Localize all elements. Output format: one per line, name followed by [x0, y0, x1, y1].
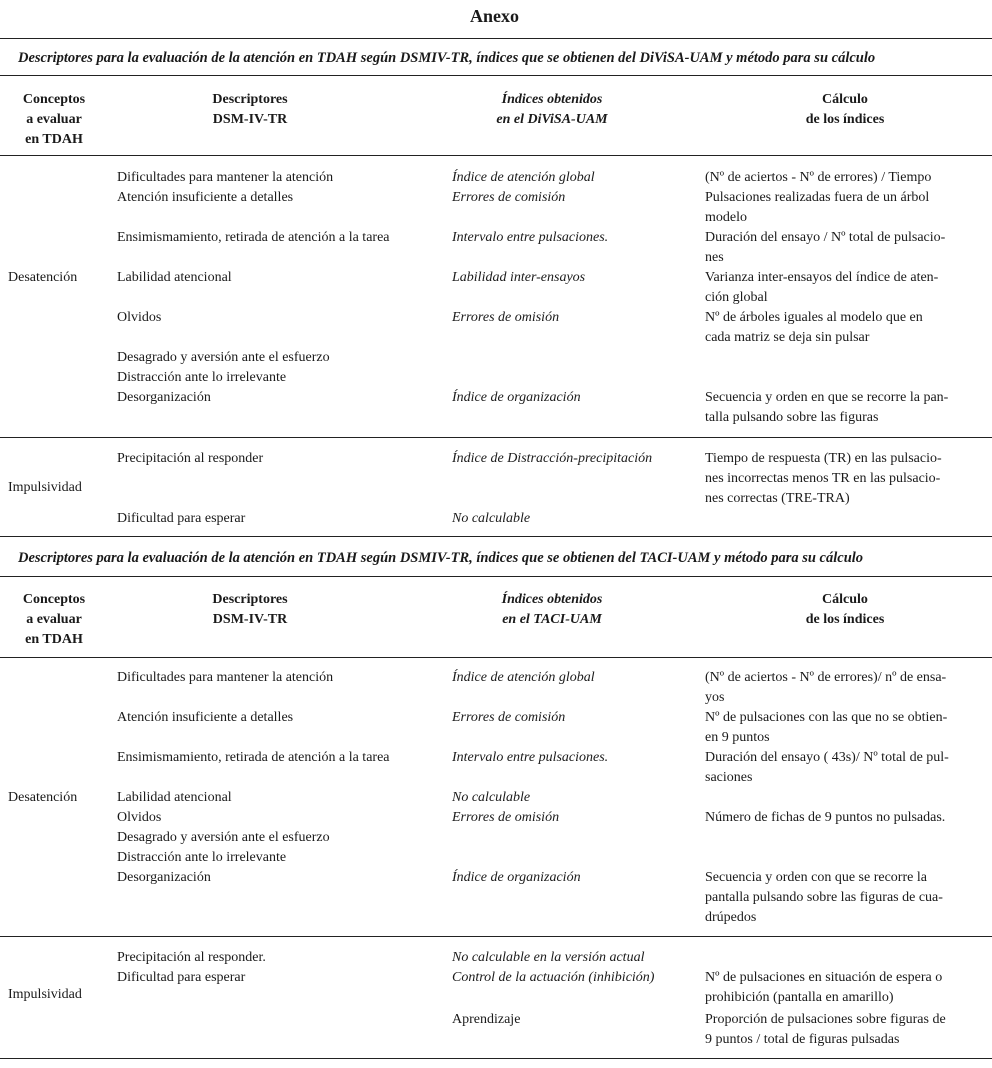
index-cell: No calculable — [452, 511, 531, 526]
index-cell: Errores de omisión — [452, 810, 560, 825]
index-cell: Intervalo entre pulsaciones. — [452, 230, 609, 245]
rule — [0, 657, 992, 658]
rule — [0, 536, 992, 537]
concept-label: Impulsividad — [8, 480, 82, 495]
table2-caption: Descriptores para la evaluación de la atención en TDAH según DSMIV-TR, índices que se obtienen del TACI-UAM y método para su cálculo — [18, 550, 864, 566]
index-cell: Labilidad inter-ensayos — [452, 270, 586, 285]
calc-cell: Nº de pulsaciones en situación de espera o prohibición (pantalla en amarillo) — [705, 970, 943, 1005]
index-cell: Errores de comisión — [452, 190, 566, 205]
index-cell: Índice de atención global — [452, 170, 595, 185]
descriptor-cell: Dificultades para mantener la atención — [117, 670, 334, 685]
descriptor-cell: Atención insuficiente a detalles — [117, 710, 294, 725]
concept-label: Desatención — [8, 790, 78, 805]
calc-cell: Número de fichas de 9 puntos no pulsadas. — [705, 810, 946, 825]
calc-cell: (Nº de aciertos - Nº de errores)/ nº de ensa- yos — [705, 670, 947, 705]
index-cell: Errores de omisión — [452, 310, 560, 325]
descriptor-cell: Precipitación al responder — [117, 451, 264, 466]
descriptor-cell: Precipitación al responder. — [117, 950, 266, 965]
index-cell: Índice de organización — [452, 870, 581, 885]
descriptor-cell: Olvidos — [117, 810, 162, 825]
rule — [0, 936, 992, 937]
rule — [0, 576, 992, 577]
rule — [0, 1058, 992, 1059]
table1-header-calculo: Cálculo de los índices — [805, 92, 885, 127]
descriptor-cell: Desorganización — [117, 870, 211, 885]
calc-cell: Nº de pulsaciones con las que no se obtien- en 9 puntos — [705, 710, 948, 745]
descriptor-cell: Olvidos — [117, 310, 162, 325]
descriptor-cell: Dificultades para mantener la atención — [117, 170, 334, 185]
descriptor-cell: Labilidad atencional — [117, 270, 232, 285]
calc-cell: Proporción de pulsaciones sobre figuras de 9 puntos / total de figuras pulsadas — [705, 1012, 946, 1047]
table2-header-descriptors: Descriptores DSM-IV-TR — [212, 592, 288, 627]
calc-cell: (Nº de aciertos - Nº de errores) / Tiempo — [705, 170, 932, 185]
index-cell: Índice de organización — [452, 390, 581, 405]
index-cell: Intervalo entre pulsaciones. — [452, 750, 609, 765]
page-title: Anexo — [470, 6, 519, 26]
calc-cell: Secuencia y orden en que se recorre la pan- talla pulsando sobre las figuras — [705, 390, 949, 425]
index-cell: Índice de Distracción-precipitación — [452, 451, 653, 466]
table1-caption: Descriptores para la evaluación de la atención en TDAH según DSMIV-TR, índices que se obtienen del DiViSA-UAM y método para su cálculo — [18, 50, 876, 66]
table2-header-concepts: Conceptos a evaluar en TDAH — [22, 592, 86, 647]
descriptor-cell: Desorganización — [117, 390, 211, 405]
descriptor-cell: Desagrado y aversión ante el esfuerzo — [117, 830, 330, 845]
table1-header-indices: Índices obtenidos en el DiViSA-UAM — [496, 92, 608, 127]
index-cell: Control de la actuación (inhibición) — [452, 970, 655, 985]
descriptor-cell: Desagrado y aversión ante el esfuerzo — [117, 350, 330, 365]
descriptor-cell: Distracción ante lo irrelevante — [117, 370, 287, 385]
calc-cell: Tiempo de respuesta (TR) en las pulsacio- nes incorrectas menos TR en las pulsacio- nes correctas (TRE-TRA) — [705, 451, 942, 506]
index-cell: Aprendizaje — [452, 1012, 521, 1027]
descriptor-cell: Ensimismamiento, retirada de atención a la tarea — [117, 750, 390, 765]
calc-cell: Nº de árboles iguales al modelo que en cada matriz se deja sin pulsar — [705, 310, 923, 345]
table2-header-calculo: Cálculo de los índices — [805, 592, 885, 627]
calc-cell: Duración del ensayo / Nº total de pulsacio- nes — [705, 230, 946, 265]
concept-label: Desatención — [8, 270, 78, 285]
descriptor-cell: Distracción ante lo irrelevante — [117, 850, 287, 865]
concept-label: Impulsividad — [8, 987, 82, 1002]
descriptor-cell: Dificultad para esperar — [117, 970, 246, 985]
descriptor-cell: Labilidad atencional — [117, 790, 232, 805]
descriptor-cell: Dificultad para esperar — [117, 511, 246, 526]
descriptor-cell: Ensimismamiento, retirada de atención a la tarea — [117, 230, 390, 245]
descriptor-cell: Atención insuficiente a detalles — [117, 190, 294, 205]
calc-cell: Varianza inter-ensayos del índice de aten- ción global — [705, 270, 939, 305]
calc-cell: Pulsaciones realizadas fuera de un árbol modelo — [705, 190, 930, 225]
calc-cell: Secuencia y orden con que se recorre la pantalla pulsando sobre las figuras de cua- drúpedos — [705, 870, 943, 925]
table1-header-descriptors: Descriptores DSM-IV-TR — [212, 92, 288, 127]
index-cell: No calculable — [452, 790, 531, 805]
rule — [0, 155, 992, 156]
table2-header-indices: Índices obtenidos en el TACI-UAM — [501, 592, 603, 627]
index-cell: Índice de atención global — [452, 670, 595, 685]
table1-header-concepts: Conceptos a evaluar en TDAH — [22, 92, 86, 147]
index-cell: No calculable en la versión actual — [452, 950, 645, 965]
rule — [0, 437, 992, 438]
rule — [0, 38, 992, 39]
calc-cell: Duración del ensayo ( 43s)/ Nº total de pul- saciones — [705, 750, 949, 785]
rule — [0, 75, 992, 76]
index-cell: Errores de comisión — [452, 710, 566, 725]
